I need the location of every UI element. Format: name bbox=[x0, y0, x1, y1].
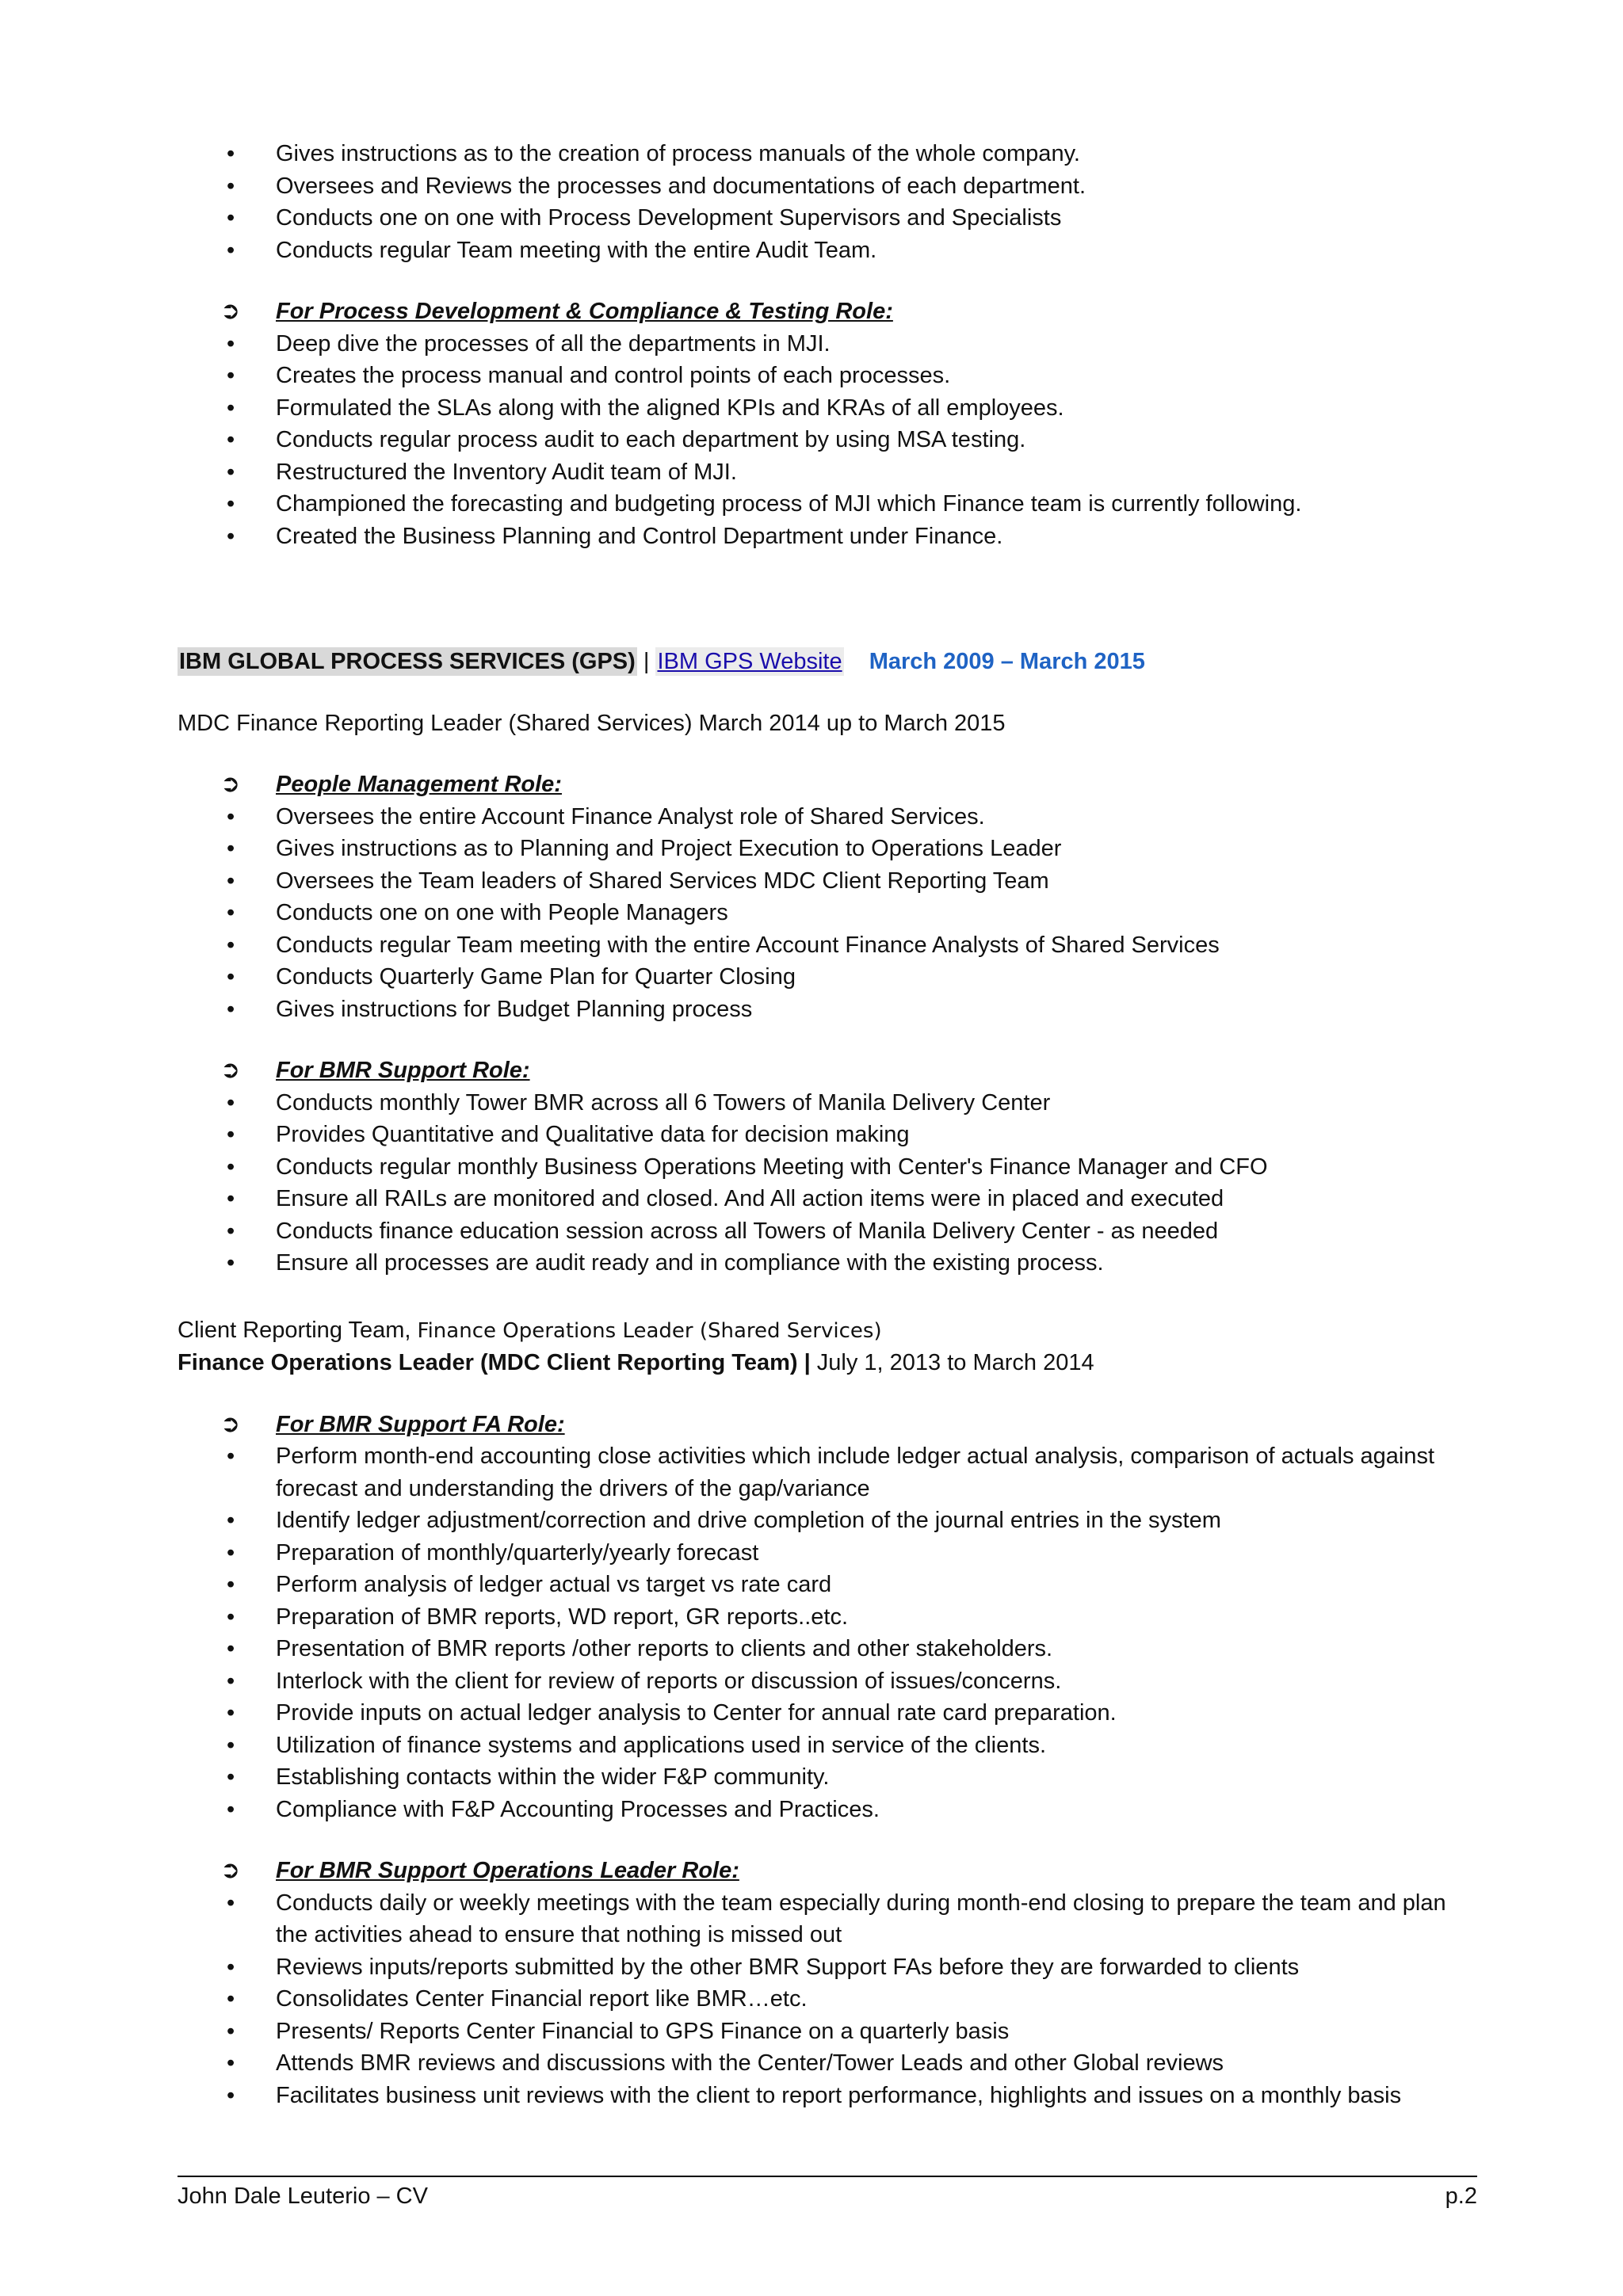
arrow-bullet-icon: ➲ bbox=[220, 1857, 241, 1883]
list-item: • Interlock with the client for review of reports or discussion of issues/concerns. bbox=[178, 1665, 1477, 1698]
list-item: • Gives instructions for Budget Planning process bbox=[178, 994, 1477, 1026]
list-item: • Perform month-end accounting close activities which include ledger actual analysis, comparison of actuals against forecast and understanding the drivers of the gap/variance bbox=[178, 1440, 1477, 1505]
list-item: • Conducts regular Team meeting with the entire Account Finance Analysts of Shared Services bbox=[178, 929, 1477, 962]
page-number: p.2 bbox=[1445, 2183, 1477, 2209]
company-name: IBM GLOBAL PROCESS SERVICES (GPS) bbox=[179, 649, 636, 674]
list-item: • Utilization of finance systems and applications used in service of the clients. bbox=[178, 1730, 1477, 1762]
bmr-fa-role-heading: ➲ For BMR Support FA Role: bbox=[178, 1409, 1477, 1441]
list-item: • Provide inputs on actual ledger analysis to Center for annual rate card preparation. bbox=[178, 1697, 1477, 1730]
footer-divider bbox=[178, 2176, 1477, 2177]
list-item: • Establishing contacts within the wider F&P community. bbox=[178, 1761, 1477, 1794]
people-role-bullet-list bbox=[178, 801, 1477, 1026]
list-item: • Presents/ Reports Center Financial to GPS Finance on a quarterly basis bbox=[178, 2016, 1477, 2048]
mdc-position-line: MDC Finance Reporting Leader (Shared Services) March 2014 up to March 2015 bbox=[178, 710, 1006, 736]
page-content bbox=[178, 138, 1477, 2111]
list-item: • Reviews inputs/reports submitted by the other BMR Support FAs before they are forwarded to clients bbox=[178, 1951, 1477, 1984]
list-item: • Attends BMR reviews and discussions with the Center/Tower Leads and other Global reviews bbox=[178, 2047, 1477, 2080]
list-item: • Conducts finance education session across all Towers of Manila Delivery Center - as needed bbox=[178, 1215, 1477, 1248]
list-item: • Conducts regular Team meeting with the entire Audit Team. bbox=[178, 235, 1477, 267]
list-item: • Ensure all RAILs are monitored and closed. And All action items were in placed and executed bbox=[178, 1183, 1477, 1215]
list-item: • Compliance with F&P Accounting Processes and Practices. bbox=[178, 1794, 1477, 1826]
arrow-bullet-icon: ➲ bbox=[220, 1410, 241, 1437]
list-item: • Deep dive the processes of all the departments in MJI. bbox=[178, 328, 1477, 360]
list-item: • Restructured the Inventory Audit team of MJI. bbox=[178, 456, 1477, 489]
list-item: • Conducts regular monthly Business Operations Meeting with Center's Finance Manager and CFO bbox=[178, 1151, 1477, 1184]
company-separator: | bbox=[643, 649, 650, 674]
list-item: • Presentation of BMR reports /other reports to clients and other stakeholders. bbox=[178, 1633, 1477, 1665]
bmr-fa-role-bullet-list bbox=[178, 1440, 1477, 1825]
list-item: • Formulated the SLAs along with the aligned KPIs and KRAs of all employees. bbox=[178, 392, 1477, 425]
arrow-bullet-icon: ➲ bbox=[220, 771, 241, 797]
list-item: • Gives instructions as to Planning and Project Execution to Operations Leader bbox=[178, 833, 1477, 865]
list-item: • Facilitates business unit reviews with the client to report performance, highlights and issues on a monthly basis bbox=[178, 2080, 1477, 2112]
company-header bbox=[178, 646, 1477, 678]
list-item: • Creates the process manual and control points of each processes. bbox=[178, 360, 1477, 392]
company-website-link[interactable]: IBM GPS Website bbox=[657, 649, 842, 674]
bmr-ops-role-heading: ➲ For BMR Support Operations Leader Role: bbox=[178, 1855, 1477, 1887]
list-item: • Championed the forecasting and budgeting process of MJI which Finance team is currently following. bbox=[178, 488, 1477, 521]
bmr-ops-role-bullet-list bbox=[178, 1887, 1477, 2112]
process-role-heading: ➲ For Process Development & Compliance & Testing Role: bbox=[178, 296, 1477, 328]
bmr-role-bullet-list bbox=[178, 1087, 1477, 1280]
list-item: • Identify ledger adjustment/correction and drive completion of the journal entries in the system bbox=[178, 1505, 1477, 1537]
list-item: • Oversees the entire Account Finance Analyst role of Shared Services. bbox=[178, 801, 1477, 833]
list-item: • Provides Quantitative and Qualitative data for decision making bbox=[178, 1119, 1477, 1151]
list-item: • Oversees and Reviews the processes and documentations of each department. bbox=[178, 170, 1477, 203]
client-reporting-position-line: Finance Operations Leader (MDC Client Reporting Team) | July 1, 2013 to March 2014 bbox=[178, 1350, 1094, 1375]
client-reporting-team-line: Client Reporting Team, Finance Operations Leader (Shared Services) bbox=[178, 1317, 882, 1343]
list-item: • Preparation of monthly/quarterly/yearly forecast bbox=[178, 1537, 1477, 1569]
list-item: • Conducts Quarterly Game Plan for Quarter Closing bbox=[178, 961, 1477, 994]
arrow-bullet-icon: ➲ bbox=[220, 1057, 241, 1083]
list-item: • Perform analysis of ledger actual vs target vs rate card bbox=[178, 1569, 1477, 1601]
list-item: • Preparation of BMR reports, WD report, GR reports..etc. bbox=[178, 1601, 1477, 1634]
list-item: • Conducts one on one with People Managers bbox=[178, 897, 1477, 929]
list-item: • Created the Business Planning and Control Department under Finance. bbox=[178, 521, 1477, 553]
page-footer bbox=[178, 2180, 1477, 2212]
list-item: • Conducts one on one with Process Development Supervisors and Specialists bbox=[178, 202, 1477, 235]
list-item: • Ensure all processes are audit ready and in compliance with the existing process. bbox=[178, 1247, 1477, 1280]
list-item: • Conducts daily or weekly meetings with the team especially during month-end closing to prepare the team and plan the activities ahead to ensure that nothing is missed out bbox=[178, 1887, 1477, 1951]
people-role-heading: ➲ People Management Role: bbox=[178, 769, 1477, 801]
list-item: • Conducts monthly Tower BMR across all 6 Towers of Manila Delivery Center bbox=[178, 1087, 1477, 1119]
company-dates: March 2009 – March 2015 bbox=[869, 649, 1145, 674]
list-item: • Conducts regular process audit to each department by using MSA testing. bbox=[178, 424, 1477, 456]
bmr-role-heading: ➲ For BMR Support Role: bbox=[178, 1055, 1477, 1087]
arrow-bullet-icon: ➲ bbox=[220, 298, 241, 324]
process-role-bullet-list bbox=[178, 328, 1477, 553]
intro-bullet-list bbox=[178, 138, 1477, 266]
list-item: • Consolidates Center Financial report like BMR…etc. bbox=[178, 1983, 1477, 2016]
list-item: • Oversees the Team leaders of Shared Services MDC Client Reporting Team bbox=[178, 865, 1477, 898]
list-item: • Gives instructions as to the creation of process manuals of the whole company. bbox=[178, 138, 1477, 170]
footer-author: John Dale Leuterio – CV bbox=[178, 2183, 428, 2209]
